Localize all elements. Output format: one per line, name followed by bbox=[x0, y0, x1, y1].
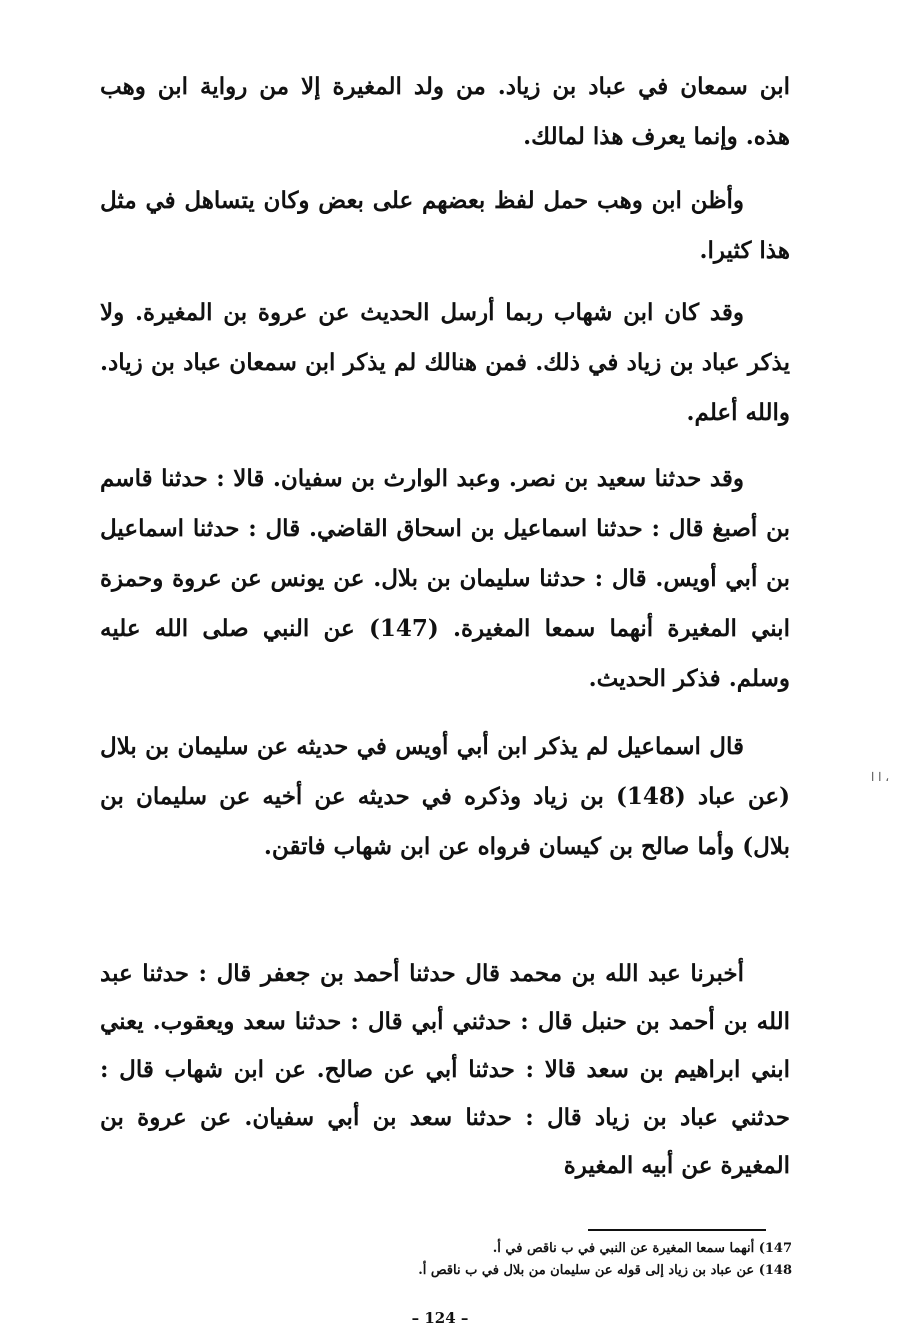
body-paragraph bbox=[100, 288, 790, 438]
margin-mark: ا ا ، bbox=[871, 770, 890, 784]
paragraph-text: قال اسماعيل لم يذكر ابن أبي أويس في حديثه عن سليمان بن بلال (عن عباد (148) بن زياد وذكره في حديثه عن أخيه عن سليمان بن بلال) وأما صالح بن كيسان فرواه عن ابن شهاب فاتقن. bbox=[100, 733, 790, 860]
body-paragraph bbox=[100, 62, 790, 162]
footnote-148: 148) عن عباد بن زياد إلى قوله عن سليمان من بلال في ب ناقص أ. bbox=[418, 1263, 792, 1278]
body-paragraph bbox=[100, 722, 790, 872]
paragraph-text: وقد كان ابن شهاب ربما أرسل الحديث عن عروة بن المغيرة. ولا يذكر عباد بن زياد في ذلك. فمن هنالك لم يذكر ابن سمعان عباد بن زياد. والله أعلم. bbox=[100, 299, 790, 426]
footnotes bbox=[360, 1238, 792, 1282]
page-number: – 124 – bbox=[411, 1309, 469, 1327]
paragraph-text: وقد حدثنا سعيد بن نصر. وعبد الوارث بن سفيان. قالا : حدثنا قاسم بن أصبغ قال : حدثنا اسماعيل بن اسحاق القاضي. قال : حدثنا اسماعيل بن أبي أويس. قال : حدثنا سليمان بن بلال. عن يونس عن عروة وحمزة ابني المغيرة أنهما سمعا المغيرة. (147) عن النبي صلى الله عليه وسلم. فذكر الحديث. bbox=[100, 465, 790, 692]
paragraph-text: وأظن ابن وهب حمل لفظ بعضهم على بعض وكان يتساهل في مثل هذا كثيرا. bbox=[100, 187, 790, 264]
body-paragraph bbox=[100, 454, 790, 704]
paragraph-text: أخبرنا عبد الله بن محمد قال حدثنا أحمد بن جعفر قال : حدثنا عبد الله بن أحمد بن حنبل قال : حدثني أبي قال : حدثنا سعد ويعقوب. يعني ابني ابراهيم بن سعد قالا : حدثنا أبي عن صالح. عن ابن شهاب قال : حدثني عباد بن زياد قال : حدثنا سعد بن أبي سفيان. عن عروة بن المغيرة عن أبيه المغيرة bbox=[100, 960, 790, 1179]
body-paragraph bbox=[100, 950, 790, 1190]
body-paragraph bbox=[100, 176, 790, 276]
footnote-divider bbox=[588, 1229, 766, 1231]
paragraph-text: ابن سمعان في عباد بن زياد. من ولد المغيرة إلا من رواية ابن وهب هذه. وإنما يعرف هذا لمالك. bbox=[100, 73, 790, 150]
footnote-147: 147) أنهما سمعا المغيرة عن النبي في ب ناقص في أ. bbox=[492, 1241, 792, 1256]
